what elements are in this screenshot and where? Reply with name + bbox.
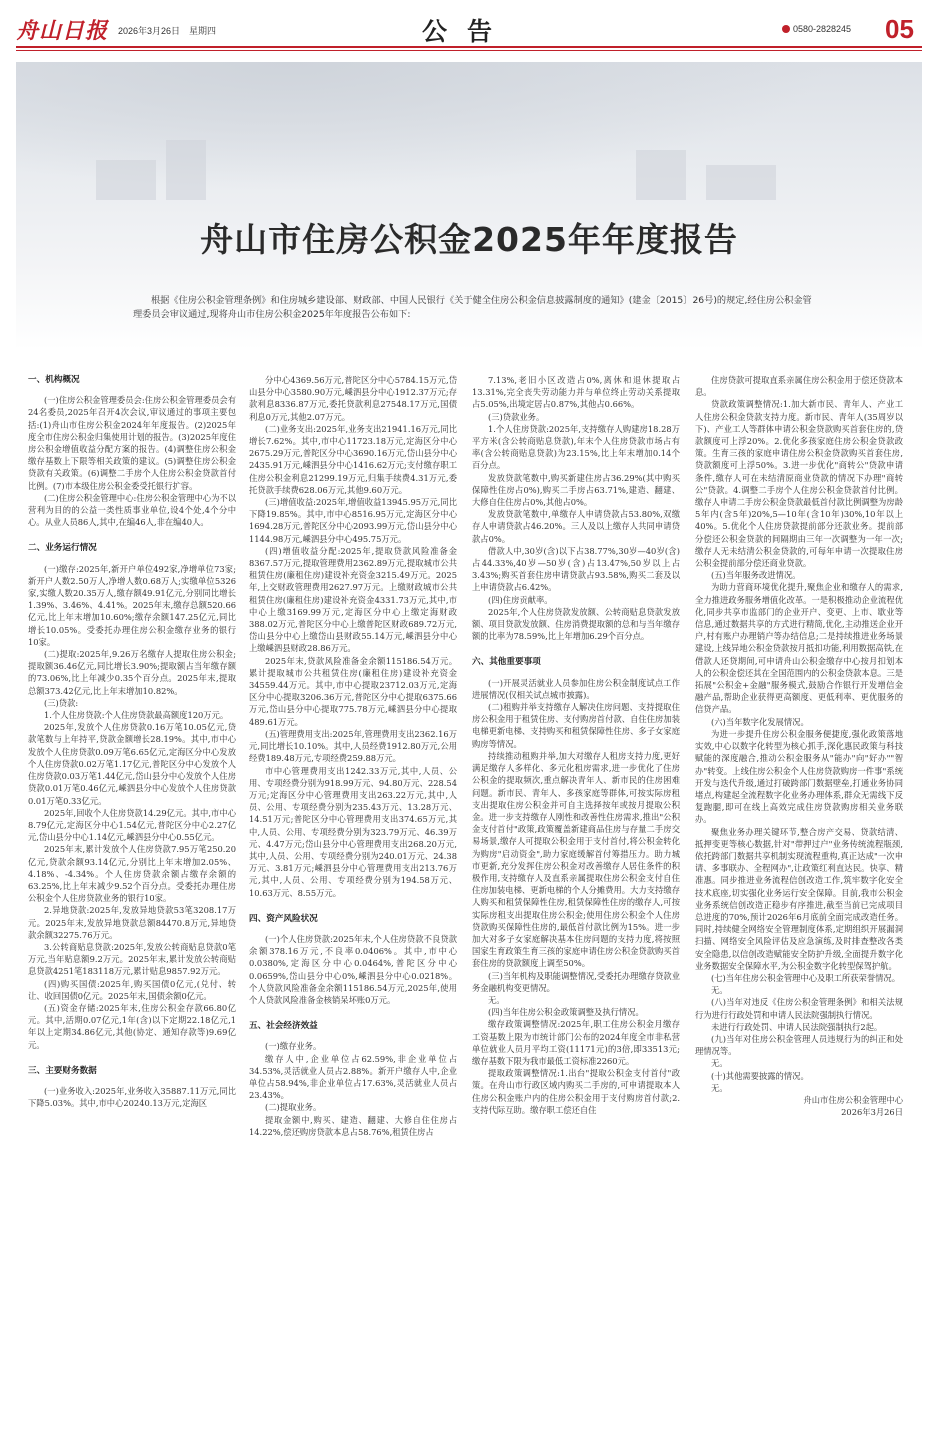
- paragraph: (一)个人住房贷款:2025年末,个人住房贷款不良贷款余额378.16万元,不良率0.0406%。其中,市中心0.0380%,定海区分中心0.0464%,普陀区分中心0.0659%,岱山县分中心0%,嵊泗县分中心0.0218%。个人贷款风险准备金余额115186.54万元,2025年,使用个人贷款风险准备金核销呆坏账0万元。: [249, 933, 457, 1005]
- paragraph: (二)提取业务。: [265, 1102, 322, 1113]
- section-title: 公告: [422, 17, 513, 46]
- section-heading: 一、机构概况: [28, 375, 80, 385]
- phone-number: 0580-2828245: [793, 24, 852, 34]
- signature-org: 舟山市住房公积金管理中心: [803, 1094, 903, 1105]
- signature-date: 2026年3月26日: [841, 1107, 903, 1118]
- paragraph: (二)住房公积金管理中心:住房公积金管理中心为不以营利为目的的公益一类性质事业单位,设4个处,4个分中心。从业人员86人,其中,在编46人,非在编40人。: [28, 492, 236, 528]
- intro-paragraph: 根据《住房公积金管理条例》和住房城乡建设部、财政部、中国人民银行《关于健全住房公积金信息披露制度的通知》(建金〔2015〕26号)的规定,经住房公积金管理委员会审议通过,现将舟山市住房公积金2025年年度报告公布如下:: [133, 295, 812, 320]
- report-title: 舟山市住房公积金2025年年度报告: [200, 220, 738, 259]
- paragraph: (三)贷款业务。: [488, 411, 545, 422]
- paragraph: 2025年末,累计发放个人住房贷款7.95万笔250.20亿元,贷款余额93.14亿元,分别比上年末增加2.05%、4.18%、-4.34%。个人住房贷款余额占缴存余额的63.25%,比上年末减少9.52个百分点。受委托办理住房公积金个人住房贷款业务的银行10家。: [28, 844, 236, 904]
- paragraph: 2.异地贷款:2025年,发放异地贷款53笔3208.17万元。2025年末,发放异地贷款总额84470.8万元,异地贷款余额32275.76万元。: [28, 905, 236, 940]
- paragraph: 1.个人住房贷款:个人住房贷款最高额度120万元。: [44, 710, 229, 721]
- paragraph: (五)资金存储:2025年末,住房公积金存款66.80亿元。其中,活期0.07亿元,1年(含)以下定期22.18亿元,1年以上定期34.86亿元,其他(协定、通知存款等)9.69亿元。: [28, 1002, 236, 1050]
- paragraph: (二)租购并举支持缴存人解决住房问题、支持提取住房公积金用于租赁住房、支付购房首付款、自住住房加装电梯更新电梯、支持购买和租赁保障性住房、多子女家庭购房等情况。: [472, 702, 680, 749]
- phone-icon: [782, 25, 790, 33]
- page-number: 05: [885, 14, 914, 44]
- newspaper-logo[interactable]: 舟山日报: [16, 18, 109, 44]
- banner-building: [636, 150, 686, 200]
- article-column-3: [472, 374, 680, 1116]
- masthead-rule-thin: [16, 50, 922, 51]
- paragraph: (三)增值收益:2025年,增值收益13945.95万元,同比下降19.85%。其中,市中心8516.95万元,定海区分中心1694.28万元,普陀区分中心2093.99万元,岱山县分中心1144.98万元,嵊泗县分中心495.75万元。: [249, 497, 457, 544]
- paragraph: (一)开展灵活就业人员参加住房公积金制度试点工作进展情况(仅相关试点城市披露)。: [472, 677, 680, 700]
- hotline: [782, 24, 851, 34]
- paragraph: 提取金额中,购买、建造、翻建、大修自住住房占14.22%,偿还购房贷款本息占58.76%,租赁住房占: [249, 1114, 457, 1137]
- section-heading: 三、主要财务数据: [28, 1065, 97, 1076]
- paragraph: 为进一步提升住房公积金服务便捷度,强化政策落地实效,中心以数字化转型为核心抓手,深化惠民政策与科技赋能的深度融合,推动公积金服务从"能办"向"好办""智办"转变。上线住房公积金个人住房贷款购房一件事"系统开发与迭代升级,通过打破跨部门数据壁垒,打通业务协同堵点,构建起全流程数字化业务办理体系,群众无需线下反复跑腿,即可在线上高效完成住房贷款购房相关业务联办。: [695, 728, 903, 825]
- paragraph: 分中心4369.56万元,普陀区分中心5784.15万元,岱山县分中心3580.90万元,嵊泗县分中心1912.37万元;存款利息8336.87万元,委托贷款利息27548.17万元,国债利息0万元,其他2.07万元。: [249, 375, 457, 422]
- paragraph: 聚焦业务办理关键环节,整合房产交易、贷款结清、抵押变更等核心数据,针对"带押过户"业务传统流程瓶颈,依托跨部门数据共享机制实现流程重构,真正达成"一次申请、多事联办、全程网办",让政策红利直达民。快享、精准惠。同步推进业务流程信创改造工作,筑牢数字化安全技术底座,切实强化业务运行安全保障。目前,我市公积金业务系统信创改造正稳步有序推进,截至当前已完成项目总进度的70%,预计2026年6月底前全面完成改造任务。同时,持续健全网络安全管理制度体系,定期组织开展漏洞扫描、网络安全风险评估及应急演练,及时排查整改各类安全隐患,以信创改造赋能安全防护升级,全面提升数字化业务数据安全保障水平,为公积金数字化转型保驾护航。: [695, 826, 903, 971]
- banner-building: [166, 140, 206, 200]
- paragraph: 无。: [711, 985, 728, 996]
- paragraph: 发放贷款笔数中,单缴存人申请贷款占53.80%,双缴存人申请贷款占46.20%。三人及以上缴存人共同申请贷款占0%。: [472, 509, 680, 544]
- paragraph: (四)住房贡献率。: [488, 594, 553, 605]
- section-heading: 六、其他重要事项: [472, 657, 541, 668]
- article-column-1: [28, 374, 236, 1109]
- paragraph: (二)提取:2025年,9.26万名缴存人提取住房公积金;提取额36.46亿元,同比增长3.90%;提取额占当年缴存额的73.06%,比上年减少0.35个百分点。2025年末,提取总额373.42亿元,比上年末增加10.82%。: [28, 649, 236, 696]
- masthead-rule: [16, 46, 922, 48]
- masthead: [0, 0, 938, 62]
- section-heading: 四、资产风险状况: [249, 913, 318, 924]
- paragraph: (五)当年服务改进情况。: [711, 570, 801, 581]
- paragraph: (五)管理费用支出:2025年,管理费用支出2362.16万元,同比增长10.10%。其中,人员经费1912.80万元,公用经费189.48万元,专项经费259.88万元。: [249, 728, 457, 764]
- paragraph: 市中心管理费用支出1242.33万元,其中,人员、公用、专项经费分别为918.99万元、94.80万元、228.54万元;定海区分中心管理费用支出263.22万元,其中,人员、公用、专项经费分别为235.43万元、13.28万元、14.51万元;普陀区分中心管理费用支出374.65万元,其中,人员、公用、专项经费分别为323.79万元、46.39万元、4.47万元;岱山县分中心管理费用支出268.20万元,其中,人员、公用、专项经费分别为240.01万元、24.38万元、3.81万元;嵊泗县分中心管理费用支出213.76万元,其中,人员、公用、专项经费分别为194.58万元、10.63万元、8.55万元。: [249, 765, 457, 898]
- section-heading: 五、社会经济效益: [249, 1021, 318, 1032]
- banner-building: [706, 165, 776, 200]
- article-column-2: [249, 374, 457, 1138]
- paragraph: 贷款政策调整情况:1.加大新市民、青年人、产业工人住房公积金贷款支持力度。新市民、青年人(35周岁以下)、产业工人等群体申请公积金贷款购买首套住房的,贷款额度可上浮20%。2.优化多孩家庭住房公积金贷款政策。生育三孩的家庭申请住房公积金贷款购买首套住房,贷款额度可上浮50%。3.进一步优化"商转公"贷款申请条件,缴存人可在未结清原商业贷款的情况下办理"商转公"贷款。4.调整二手房个人住房公积金贷款首付比例。缴存人申请二手房公积金贷款最低首付款比例调整为房龄5年内(含5年)20%,5—10年(含10年)30%,10年以上40%。5.优化个人住房贷款提前部分还款业务。提前部分偿还公积金贷款的间隔期由三年一次调整为一年一次;缴存人无未结清公积金贷款的,可每年申请一次提取住房公积金提前部分偿还商业贷款。: [695, 399, 903, 569]
- paragraph: 缴存政策调整情况:2025年,职工住房公积金月缴存工资基数上限为市统计部门公布的2024年度全市非私营单位就业人员月平均工资(11171元)的3倍,即33513元;缴存基数下限为我市最低工资标准2260元。: [472, 1019, 680, 1066]
- paragraph: 无。: [488, 994, 505, 1005]
- paragraph: (一)缴存:2025年,新开户单位492家,净增单位73家;新开户人数2.50万人,净增人数0.68万人;实缴单位5326家,实缴人数20.35万人,缴存额49.91亿元,分别同比增长1.39%、3.46%、4.41%。2025年末,缴存总额520.66亿元,比上年末增加10.60%;缴存余额147.25亿元,同比增长10.05%。受委托办理住房公积金缴存业务的银行10家。: [28, 563, 236, 647]
- banner-building: [96, 160, 156, 200]
- paragraph: (二)业务支出:2025年,业务支出21941.16万元,同比增长7.62%。其中,市中心11723.18万元,定海区分中心2675.29万元,普陀区分中心3690.16万元,岱山县分中心2435.91万元,嵊泗县分中心1416.62万元;支付缴存职工住房公积金利息21299.19万元,归集手续费4.31万元,委托贷款手续费628.06万元,其他9.60万元。: [249, 423, 457, 495]
- paragraph: 缴存人中,企业单位占62.59%,非企业单位占34.53%,灵活就业人员占2.88%。新开户缴存人中,企业单位占58.94%,非企业单位占17.63%,灵活就业人员占23.43%。: [249, 1053, 457, 1101]
- paragraph: 无。: [711, 1082, 728, 1093]
- paragraph: (四)增值收益分配:2025年,提取贷款风险准备金8367.57万元,提取管理费用2362.89万元,提取城市公共租赁住房(廉租住房)建设补充资金3215.49万元。2025年,上交财政管理费用2627.97万元。上缴财政城市公共租赁住房(廉租住房)建设补充资金4331.73万元,其中,市中心上缴3169.99万元,定海区分中心上缴定海财政388.02万元,普陀区分中心上缴普陀区财政689.72万元,岱山县分中心上缴岱山县财政55.14万元,嵊泗县分中心上缴嵊泗县财政28.86万元。: [249, 545, 457, 654]
- paragraph: (一)业务收入:2025年,业务收入35887.11万元,同比下降5.03%。其中,市中心20240.13万元,定海区: [28, 1085, 236, 1109]
- paragraph: (八)当年对违反《住房公积金管理条例》和相关法规行为进行行政处罚和申请人民法院强制执行情况。: [695, 997, 903, 1020]
- paragraph: (四)当年住房公积金政策调整及执行情况。: [488, 1007, 644, 1018]
- paragraph: (一)缴存业务。: [265, 1041, 322, 1052]
- paragraph: 1.个人住房贷款:2025年,支持缴存人购建房18.28万平方米(含公转商贴息贷款),年末个人住房贷款市场占有率(含公转商贴息贷款)为23.15%,比上年末增加0.14个百分点。: [472, 423, 680, 471]
- paragraph: 无。: [711, 1058, 728, 1069]
- paragraph: 3.公转商贴息贷款:2025年,发放公转商贴息贷款0笔万元,当年贴息额9.2万元。2025年末,累计发放公转商贴息贷款4251笔183118万元,累计贴息9857.92万元。: [28, 941, 236, 977]
- paragraph: 2025年,发放个人住房贷款0.16万笔10.05亿元,贷款笔数与上年持平,贷款金额增长28.19%。其中,市中心发放个人住房贷款0.09万笔6.65亿元,定海区分中心发放个人住房贷款0.02万笔1.17亿元,普陀区分中心发放个人住房贷款0.03万笔1.44亿元,岱山县分中心发放个人住房贷款0.01万笔0.46亿元,嵊泗县分中心发放个人住房贷款0.01万笔0.33亿元。: [28, 722, 236, 806]
- paragraph: 2025年,个人住房贷款发放额、公转商贴息贷款发放额、项目贷款发放额、住房消费提取额的总和与当年缴存额的比率为78.59%,比上年增加6.29个百分点。: [472, 606, 680, 642]
- paragraph: (一)住房公积金管理委员会:住房公积金管理委员会有24名委员,2025年召开4次会议,审议通过的事项主要包括:(1)舟山市住房公积金2024年年度报告。(2)2025年度全市住房公积金归集使用计划的报告。(3)2025年度住房公积金增值收益分配方案的报告。(4)调整住房公积金缴存基数上下限等相关政策的建议。(5)调整住房公积金贷款有关政策。(6)调整二手房个人住房公积金贷款首付比例。(7)市本级住房公积金委受托银行扩容。: [28, 395, 236, 491]
- paragraph: 未进行行政处罚、申请人民法院强制执行2起。: [711, 1021, 883, 1032]
- paragraph: (四)购买国债:2025年,购买国债0亿元,(兑付、转让、收回国债0亿元。2025年末,国债余额0亿元。: [28, 978, 236, 1001]
- paragraph: 持续推动租购并举,加大对缴存人租房支持力度,更好满足缴存人多样化、多元化租房需求,进一步优化了住房公积金的提取频次,重点解决青年人、新市民的住房困难问题。新市民、青年人、多孩家庭等群体,可按实际房租支出提取住房公积金并可自主选择按年或按月提取公积金。进一步支持缴存人刚性和改善性住房需求,推出"公积金支付首付"政策,政策覆盖新建商品住房与存量二手房交易场景,缴存人可提取公积金用于支付首付,将公积金转化为购房"启动资金",助力家庭缓解首付筹措压力。助力城市更新,充分发挥住房公积金对改善缴存人居住条件的积极作用,支持缴存人及直系亲属提取住房公积金支付自住住房加装电梯、更新电梯的个人分摊费用。大力支持缴存人购买和租赁保障性住房,租赁保障性住房的缴存人,可按实际房租支出提取住房公积金;使用住房公积金个人住房贷款购买保障性住房的,最低首付款比例为15%。进一步加大对多子女家庭解决基本住房问题的支持力度,将按照国家生育政策生育三孩的家庭申请住房公积金贷款购买首套住房的贷款额度上调至50%。: [472, 750, 680, 969]
- article-column-4: [695, 374, 903, 1118]
- paragraph: 借款人中,30岁(含)以下占38.77%,30岁—40岁(含)占44.33%,40岁—50岁(含)占13.47%,50岁以上占3.43%;购买首套住房申请贷款占93.58%,购买二套及以上申请贷款占6.42%。: [472, 545, 680, 593]
- paragraph: 提取政策调整情况:1.出台"提取公积金支付首付"政策。在舟山市行政区域内购买二手房的,可申请提取本人住房公积金账户内的住房公积金用于支付购房首付款;2.支持代际互助。缴存职工偿还自住: [472, 1068, 680, 1115]
- paragraph: 发放贷款笔数中,购买新建住房占36.29%(其中购买保障性住房占0%),购买二手房占63.71%,建造、翻建、大修自住住房占0%,其他占0%。: [472, 472, 680, 508]
- paragraph: (六)当年数字化发展情况。: [711, 716, 809, 727]
- paragraph: (三)当年机构及职能调整情况,受委托办理缴存贷款业务金融机构变更情况。: [472, 970, 680, 993]
- paragraph: (三)贷款:: [44, 697, 79, 708]
- issue-date: 2026年3月26日 星期四: [118, 26, 217, 36]
- paragraph: 住房贷款可提取直系亲属住房公积金用于偿还贷款本息。: [695, 375, 903, 398]
- paragraph: (七)当年住房公积金管理中心及职工所获荣誉情况。: [711, 972, 901, 983]
- paragraph: (十)其他需要披露的情况。: [711, 1070, 809, 1081]
- section-heading: 二、业务运行情况: [28, 543, 97, 554]
- paragraph: 7.13%,老旧小区改造占0%,离休和退休提取占13.31%,完全丧失劳动能力并与单位终止劳动关系提取占5.05%,出境定居占0.87%,其他占0.66%。: [472, 375, 680, 410]
- paragraph: 为助力营商环境优化提升,聚焦企业和缴存人的需求,全力推进政务服务增值化改革。一是积极推动企业流程优化,同步共享市监部门的企业开户、变更、上市、歇业等信息,通过数据共享的方式进行精简,优化,主动推送企业开户,村有账户办理销户等办结信息;二是持续推进业务场景建设,上线异地公积金贷款按月抵扣功能,利用数据高铁,在借款人还贷期间,可申请舟山公积金缴存中心按月扣划本人的公积金偿还其在全国范围内的公积金贷款本息。三是拓展"公积金+金融"服务模式,鼓励合作银行开发增信金融产品,帮助企业获得更高额度、更低利率、更优服务的信贷产品。: [695, 582, 903, 715]
- paragraph: (九)当年对住房公积金管理人员违规行为的纠正和处理情况等。: [695, 1033, 903, 1057]
- paragraph: 2025年,回收个人住房贷款14.29亿元。其中,市中心8.79亿元,定海区分中心1.54亿元,普陀区分中心2.27亿元,岱山县分中心1.14亿元,嵊泗县分中心0.55亿元。: [28, 807, 236, 843]
- paragraph: 2025年末,贷款风险准备金余额115186.54万元。累计提取城市公共租赁住房(廉租住房)建设补充资金34559.44万元。其中,市中心提取23712.03万元,定海区分中心提取3206.36万元,普陀区分中心提取6375.66万元,岱山县分中心提取775.78万元,嵊泗县分中心提取489.61万元。: [249, 655, 457, 727]
